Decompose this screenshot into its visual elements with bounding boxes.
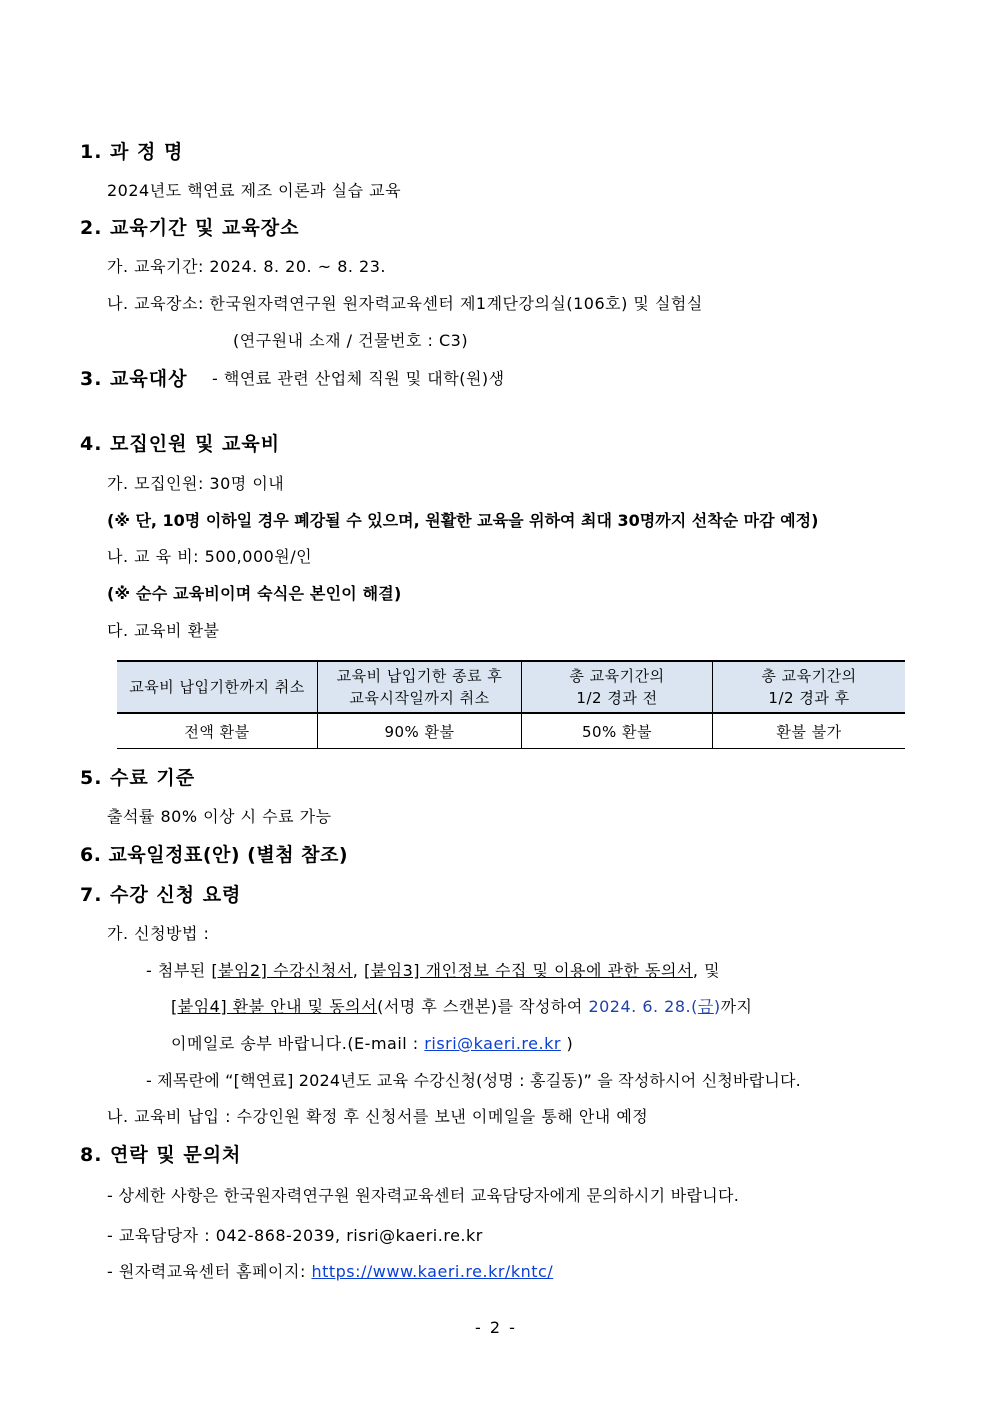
application-method: 가. 신청방법 :	[107, 924, 210, 943]
section-4-title: 4. 모집인원 및 교육비	[80, 433, 281, 455]
contact-line-1: - 상세한 사항은 한국원자력연구원 원자력교육센터 교육담당자에게 문의하시기 바랍니다.	[107, 1186, 740, 1205]
section-2-title: 2. 교육기간 및 교육장소	[80, 217, 300, 239]
refund-cell: 50% 환불	[522, 713, 713, 749]
refund-table-row	[117, 713, 905, 749]
homepage-link[interactable]: https://www.kaeri.re.kr/kntc/	[311, 1262, 554, 1281]
section-1-title: 1. 과 정 명	[80, 141, 184, 163]
application-line-2: [붙임4] 환불 안내 및 동의서(서명 후 스캔본)를 작성하여 2024. 6. 28.(금)까지	[171, 997, 753, 1016]
section-8-title: 8. 연락 및 문의처	[80, 1144, 242, 1166]
recruit-quota-note: (※ 단, 10명 이하일 경우 폐강될 수 있으며, 원활한 교육을 위하여 최대 30명까지 선착순 마감 예정)	[107, 511, 819, 530]
completion-criteria: 출석률 80% 이상 시 수료 가능	[107, 807, 332, 826]
payment-instruction: 나. 교육비 납입 : 수강인원 확정 후 신청서를 보낸 이메일을 통해 안내 예정	[107, 1107, 649, 1126]
refund-header-cell: 총 교육기간의 1/2 경과 전	[522, 661, 713, 713]
education-fee: 나. 교 육 비: 500,000원/인	[107, 547, 313, 566]
refund-header-cell: 교육비 납입기한 종료 후 교육시작일까지 취소	[318, 661, 522, 713]
contact-line-3: - 원자력교육센터 홈페이지: https://www.kaeri.re.kr/kntc/	[107, 1262, 554, 1281]
refund-cell: 90% 환불	[318, 713, 522, 749]
course-name: 2024년도 핵연료 제조 이론과 실습 교육	[107, 181, 402, 200]
section-6-title: 6. 교육일정표(안) (별첨 참조)	[80, 844, 349, 866]
application-line-1: - 첨부된 [붙임2] 수강신청서, [붙임3] 개인정보 수집 및 이용에 관한 동의서, 및	[146, 961, 721, 980]
contact-line-2: - 교육담당자 : 042-868-2039, risri@kaeri.re.kr	[107, 1226, 483, 1245]
application-deadline: 2024. 6. 28.(금)	[588, 997, 721, 1016]
refund-cell: 전액 환불	[117, 713, 318, 749]
education-place: 나. 교육장소: 한국원자력연구원 원자력교육센터 제1계단강의실(106호) 및 실험실	[107, 294, 703, 313]
refund-header-cell: 총 교육기간의 1/2 경과 후	[713, 661, 906, 713]
attachment-3-link: [붙임3] 개인정보 수집 및 이용에 관한 동의서	[363, 961, 693, 980]
application-line-3: 이메일로 송부 바랍니다.(E-mail : risri@kaeri.re.kr )	[171, 1034, 574, 1053]
attachment-4-link: [붙임4] 환불 안내 및 동의서	[171, 997, 378, 1016]
section-3-title: 3. 교육대상	[80, 368, 188, 390]
attachment-2-link: [붙임2] 수강신청서	[211, 961, 353, 980]
section-7-title: 7. 수강 신청 요령	[80, 884, 242, 906]
page-number: - 2 -	[475, 1318, 517, 1337]
refund-table-header-row	[117, 661, 905, 713]
email-link[interactable]: risri@kaeri.re.kr	[424, 1034, 561, 1053]
education-fee-note: (※ 순수 교육비이며 숙식은 본인이 해결)	[107, 584, 402, 603]
education-period: 가. 교육기간: 2024. 8. 20. ~ 8. 23.	[107, 257, 386, 276]
section-5-title: 5. 수료 기준	[80, 767, 196, 789]
education-place-note: (연구원내 소재 / 건물번호 : C3)	[233, 331, 469, 350]
refund-subtitle: 다. 교육비 환불	[107, 621, 220, 640]
subject-instruction: - 제목란에 “[핵연료] 2024년도 교육 수강신청(성명 : 홍길동)” 을 작성하시어 신청바랍니다.	[146, 1071, 801, 1090]
target-audience: - 핵연료 관련 산업체 직원 및 대학(원)생	[212, 369, 505, 388]
refund-header-cell: 교육비 납입기한까지 취소	[117, 661, 318, 713]
refund-cell: 환불 불가	[713, 713, 906, 749]
refund-table	[117, 660, 905, 749]
recruit-quota: 가. 모집인원: 30명 이내	[107, 474, 285, 493]
